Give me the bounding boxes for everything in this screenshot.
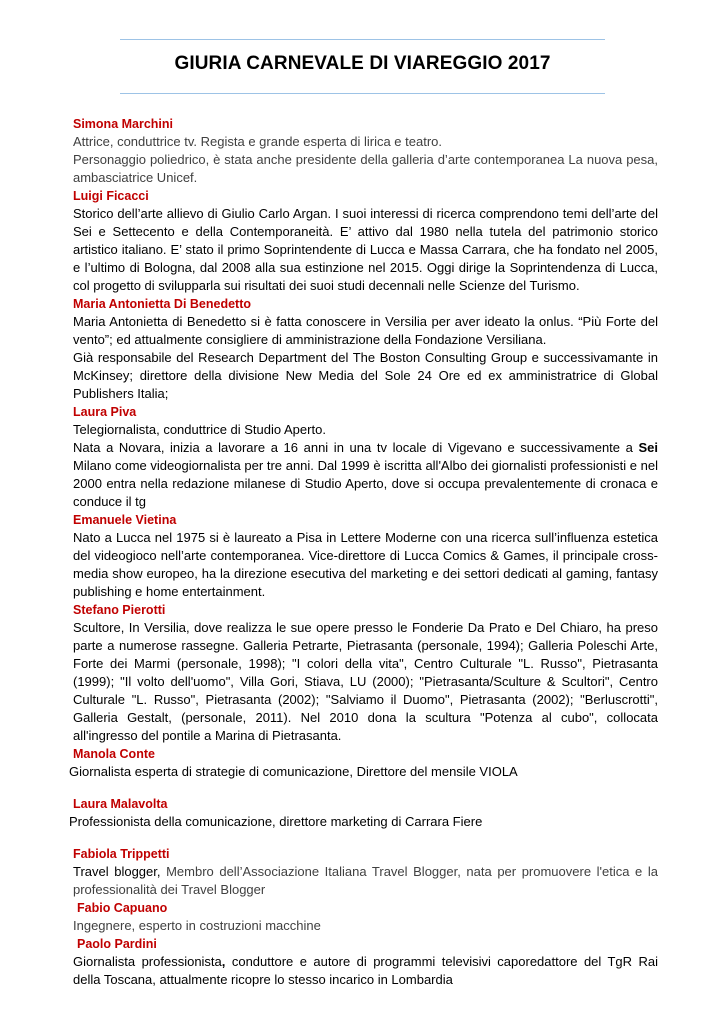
- jury-bio: [73, 863, 658, 899]
- jury-entry-emanuele-vietina: [73, 511, 658, 601]
- jury-bio-text: Membro dell’Associazione Italiana Travel Blogger, nata per promuovere l'etica e la professionalità dei Travel Blogger: [73, 864, 658, 897]
- title-top-rule: [120, 39, 605, 40]
- jury-entry-stefano-pierotti: [73, 601, 658, 745]
- jury-bio-text: Milano come videogiornalista per tre anni. Dal 1999 è iscritta all'Albo dei giornalisti professionisti e nel 2000 entra nella redazione milanese di Studio Aperto, dove si occupa prevalentemente di cronaca e conduce il tg: [73, 458, 658, 509]
- jury-entry-maria-antonietta-di-benedetto: [73, 295, 658, 403]
- jury-bio-text: Travel blogger,: [73, 864, 167, 879]
- jury-list: [69, 115, 658, 989]
- jury-name: Luigi Ficacci: [73, 189, 149, 203]
- jury-bio-text: Giornalista professionista: [73, 954, 222, 969]
- jury-bio: Ingegnere, esperto in costruzioni macchine: [73, 918, 321, 933]
- title-bottom-rule: [120, 93, 605, 94]
- jury-name: Laura Malavolta: [73, 797, 168, 811]
- jury-bio-text: Nata a Novara, inizia a lavorare a 16 anni in una tv locale di Vigevano e successivamente a: [73, 440, 639, 455]
- jury-bio: Storico dell’arte allievo di Giulio Carlo Argan. I suoi interessi di ricerca comprendono temi dell’arte del Sei e Settecento e della Contemporaneità. E’ attivo dal 1980 nella tutela del patrimonio storico artistico italiano. E’ stato il primo Soprintendente di Lucca e Massa Carrara, che ha fondato nel 2005, e l’ultimo di Bologna, dal 2008 alla sua estinzione nel 2015. Oggi dirige la Soprintendenza di Lucca, col progetto di svilupparla sui risultati dei suoi studi decennali nelle Scienze del Turismo.: [73, 206, 658, 293]
- jury-name: Fabio Capuano: [77, 901, 168, 915]
- jury-bio: Maria Antonietta di Benedetto si è fatta conoscere in Versilia per aver ideato la onlus. “Più Forte del vento”; ed attualmente consigliere di amministrazione della Fondazione Versiliana.: [73, 314, 658, 347]
- jury-bio: Personaggio poliedrico, è stata anche presidente della galleria d’arte contemporanea La nuova pesa, ambasciatrice Unicef.: [73, 152, 658, 185]
- jury-bio: Telegiornalista, conduttrice di Studio Aperto.: [73, 422, 326, 437]
- jury-bio: Giornalista esperta di strategie di comunicazione, Direttore del mensile VIOLA: [69, 764, 518, 779]
- jury-entry-laura-piva: [73, 403, 658, 511]
- jury-entry-laura-malavolta: [69, 795, 658, 831]
- jury-bio: [73, 953, 658, 989]
- jury-name: Fabiola Trippetti: [73, 847, 170, 861]
- jury-entry-manola-conte: [69, 745, 658, 781]
- jury-bio: Nato a Lucca nel 1975 si è laureato a Pisa in Lettere Moderne con una ricerca sull’influenza estetica del videogioco nell’arte contemporanea. Vice-direttore di Lucca Comics & Games, il principale cross-media show europeo, ha la direzione esecutiva del marketing e dei settori dedicati al gaming, fantasy publishing e home entertainment.: [73, 530, 658, 599]
- jury-name: Simona Marchini: [73, 117, 174, 131]
- jury-entry-simona-marchini: [73, 115, 658, 187]
- jury-name: Emanuele Vietina: [73, 513, 177, 527]
- jury-bio: Attrice, conduttrice tv. Regista e grande esperta di lirica e teatro.: [73, 134, 442, 149]
- jury-name: Maria Antonietta Di Benedetto: [73, 297, 252, 311]
- jury-entry-paolo-pardini: [73, 935, 658, 989]
- jury-bio-emphasis: Sei: [638, 440, 658, 455]
- page-title: GIURIA CARNEVALE DI VIAREGGIO 2017: [174, 53, 551, 74]
- jury-bio: Professionista della comunicazione, direttore marketing di Carrara Fiere: [69, 814, 483, 829]
- jury-name: Stefano Pierotti: [73, 603, 166, 617]
- jury-bio: Scultore, In Versilia, dove realizza le sue opere presso le Fonderie Da Prato e Del Chiaro, ha preso parte a numerose rassegne. Galleria Petrarte, Pietrasanta (personale, 1994); Galleria Poleschi Arte, Forte dei Marmi (personale, 1998); "I colori della vita", Centro Culturale "L. Russo", Pietrasanta (1999); "Il volto dell'uomo", Villa Gori, Stiava, LU (2000); "Pietrasanta/Sculture & Scultori", Centro Culturale "L. Russo", Pietrasanta (2002); "Salviamo il Duomo", Pietrasanta (2002); "Berluscrotti", Galleria Gestalt, (personale, 2011). Nel 2010 dona la scultura "Potenza al cubo", collocata all'ingresso del pontile a Marina di Pietrasanta.: [73, 620, 658, 743]
- jury-bio: [73, 439, 658, 511]
- jury-name: Manola Conte: [73, 747, 155, 761]
- jury-entry-fabiola-trippetti: [73, 845, 658, 899]
- jury-entry-fabio-capuano: [73, 899, 658, 935]
- jury-name: Laura Piva: [73, 405, 137, 419]
- jury-name: Paolo Pardini: [77, 937, 157, 951]
- jury-bio: Già responsabile del Research Department del The Boston Consulting Group e successivamante in McKinsey; direttore della divisione New Media del Sole 24 Ore ed ex amministratrice di Global Publishers Italia;: [73, 350, 658, 401]
- jury-bio-text: conduttore e autore di programmi televisivi caporedattore del TgR Rai della Toscana, attualmente ricopre lo stesso incarico in Lombardia: [73, 954, 658, 987]
- jury-entry-luigi-ficacci: [73, 187, 658, 295]
- jury-bio-emphasis: ,: [221, 954, 226, 969]
